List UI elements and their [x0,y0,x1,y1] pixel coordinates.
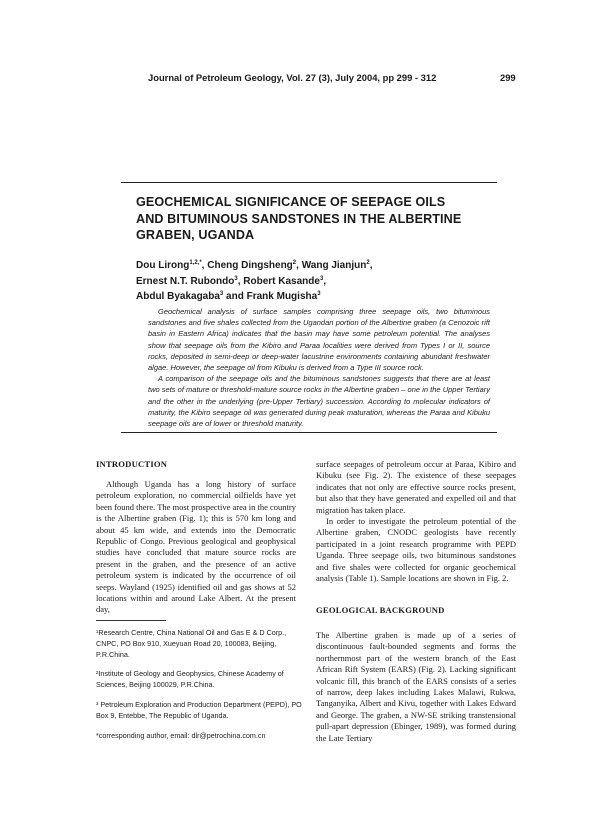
author-affiliation: 2 [366,260,370,266]
abstract-bottom-rule [121,432,497,433]
author-affiliation: 3 [219,291,224,298]
title-top-rule [121,182,497,183]
abstract-paragraph: A comparison of the seepage oils and the bituminous sandstones suggests that there are at least two sets of mature or threshold-mature source rocks in the Albertine graben – one in the Upper Tertiary and the other in the underlying (pre-Upper Tertiary) succession. According to molecular indicators of maturity, the Kibiro seepage oil was generated during peak maturation, whereas the Paraa and Kibuku seepage oils are of lower or threshold maturity. [148,374,490,429]
footnote: ¹Research Centre, China National Oil and Gas E & D Corp., CNPC, PO Box 910, Xueyuan Road 20, 100083, Beijing, P.R.China. [96,628,287,659]
abstract [148,306,490,429]
article-title [136,194,496,244]
author-list [136,258,506,305]
author-name: Frank Mugisha [246,291,318,303]
author-affiliation: 1,2,* [189,260,202,266]
author-name: Dou Lirong [136,260,190,271]
body-paragraph: Although Uganda has a long history of surface petroleum exploration, no commercial oilfields have yet been found there. The most prospective area in the country is the Albertine graben (Fig. 1); this is 570 km long and about 45 km wide, and extends into the Democratic Republic of Congo. Previous geological and geophysical studies have concluded that mature source rocks are present in the graben, and the presence of an active petroleum system is indicated by the occurrence of oil seeps. Wayland (1925) identified oil and gas shows at 52 locations within and around Lake Albert. At the present day, [96,479,296,615]
page-number: 299 [500,72,516,83]
section-heading-geological-background: GEOLOGICAL BACKGROUND [316,605,445,615]
author-line: Ernest N.T. Rubondo$^3$, Robert Kasande$^3$, [136,275,327,287]
author-line: Dou Lirong$^{1,2,*}$, Cheng Dingsheng$^2$, Wang Jianjun$^2$, [136,260,373,271]
body-paragraph: In order to investigate the petroleum potential of the Albertine graben, CNODC geologists have recently participated in a joint research programme with PEPD Uganda. Three seepage oils, two bituminous sandstones and five shales were collected for organic geochemical analysis (Table 1). Sample locations are shown in Fig. 2. [316,516,516,584]
author-name: Abdul Byakagaba [136,291,220,303]
introduction-text [96,479,296,616]
author-affiliation: 2 [292,260,297,266]
abstract-paragraph: Geochemical analysis of surface samples comprising three seepage oils, two bituminous sandstones and five shales collected from the Ugandan portion of the Albertine graben (a Cenozoic rift basin in Eastern Africa) indicates that the basin may have some petroleum potential. The analyses show that seepage oils from the Kibiro and Paraa localities were derived from Types I or II, source rocks, deposited in semi-deep or deep-water lacustrine environments containing abundant freshwater algae. However, the seepage oil from Kibuku is derived from a Type III source rock. [148,307,490,373]
footnote-rule [96,620,166,621]
footnotes [96,628,302,750]
footnote: ³ Petroleum Exploration and Production Department (PEPD), PO Box 9, Entebbe, The Republic of Uganda. [96,699,302,720]
body-paragraph: The Albertine graben is made up of a series of discontinuous fault-bounded segments and forms the northernmost part of the western branch of the East African Rift System (EARS) (Fig. 2). Lacking significant volcanic fill, this branch of the EARS consists of a series of narrow, deep lakes including Lakes Malawi, Rukwa, Tanganyika, Albert and Kivu, together with Lakes Edward and George. The graben, a NW-SE striking transtensional pull-apart depression (Ebinger, 1989), was formed during the Late Tertiary [316,630,516,743]
footnote: ²Institute of Geology and Geophysics, Chinese Academy of Sciences, Beijing 100029, P.R.China. [96,669,284,690]
author-affiliation: 3 [317,291,321,298]
body-paragraph: surface seepages of petroleum occur at Paraa, Kibiro and Kibuku (see Fig. 2). The existence of these seepages indicates that not only are effective source rocks present, but also that they have generated and expelled oil and that migration has taken place. [316,459,516,515]
author-name: Ernest N.T. Rubondo [136,275,235,287]
author-name: Wang Jianjun [301,260,367,271]
author-affiliation: 3 [319,275,324,282]
footnote: *corresponding author, email: dlr@petrochina.com.cn [96,730,266,740]
author-line: Abdul Byakagaba$^3$ and Frank Mugisha$^3$ [136,291,321,303]
title-line: GRABEN, UGANDA [136,228,255,242]
title-line: GEOCHEMICAL SIGNIFICANCE OF SEEPAGE OILS [136,195,446,209]
author-name: Cheng Dingsheng [207,260,293,271]
introduction-continued [316,459,516,584]
author-affiliation: 3 [234,275,238,282]
title-line: AND BITUMINOUS SANDSTONES IN THE ALBERTINE [136,211,462,226]
journal-header: Journal of Petroleum Geology, Vol. 27 (3), July 2004, pp 299 - 312 [148,72,437,83]
geological-background-text [316,630,516,744]
author-name: Robert Kasande [243,275,320,287]
section-heading-introduction: INTRODUCTION [96,459,168,469]
